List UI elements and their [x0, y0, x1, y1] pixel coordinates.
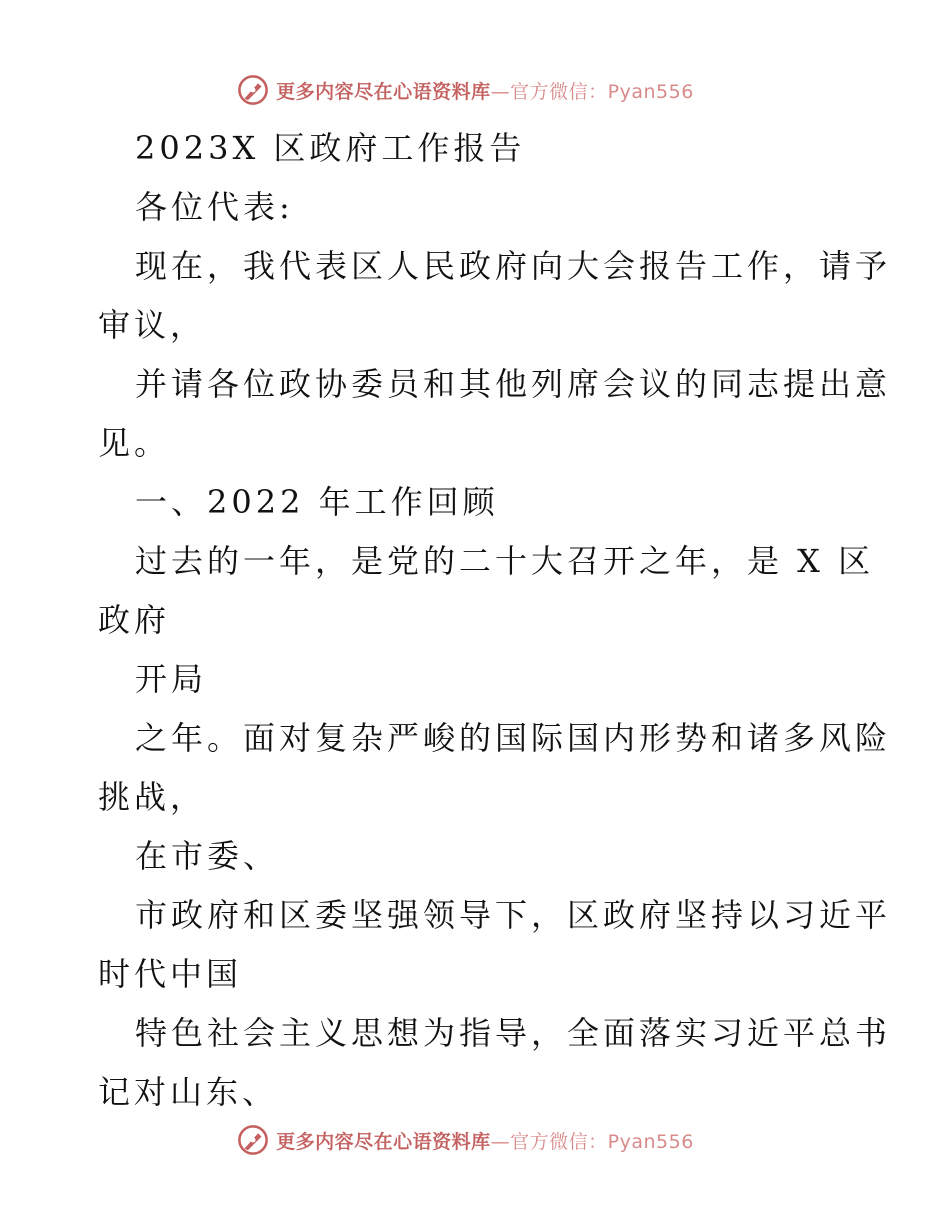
watermark-group: [236, 73, 694, 107]
paragraph-line: 记对山东、: [98, 1073, 279, 1111]
paragraph-line: 在市委、: [135, 837, 280, 875]
salutation: 各位代表:: [135, 188, 294, 226]
watermark-group: [236, 1123, 694, 1157]
watermark-text-bold: 更多内容尽在心语资料库: [276, 1130, 491, 1153]
paragraph-line: 政府: [98, 601, 171, 639]
paragraph-line: 审议，: [98, 306, 207, 344]
section-heading: 一、2022 年工作回顾: [135, 483, 499, 521]
paragraph-line: 特色社会主义思想为指导，全面落实习近平总书: [135, 1014, 892, 1052]
watermark-text: [276, 77, 694, 104]
paragraph-line: 并请各位政协委员和其他列席会议的同志提出意: [135, 365, 892, 403]
pen-logo-icon: [236, 73, 270, 107]
paragraph-line: 现在，我代表区人民政府向大会报告工作，请予: [135, 247, 892, 285]
paragraph-line: 市政府和区委坚强领导下，区政府坚持以习近平: [135, 896, 892, 934]
pen-logo-icon: [236, 1123, 270, 1157]
footer-watermark: [0, 1120, 950, 1160]
paragraph-line: 时代中国: [98, 955, 243, 993]
watermark-text: [276, 1127, 694, 1154]
paragraph-line: 开局: [135, 660, 208, 698]
watermark-text-bold: 更多内容尽在心语资料库: [276, 80, 491, 103]
watermark-text-rest: —官方微信：Pyan556: [490, 80, 694, 103]
watermark-text-rest: —官方微信：Pyan556: [490, 1130, 694, 1153]
paragraph-line: 见。: [98, 424, 171, 462]
paragraph-line: 挑战，: [98, 778, 207, 816]
paragraph-line: 之年。面对复杂严峻的国际国内形势和诸多风险: [135, 719, 892, 757]
paragraph-line: 过去的一年，是党的二十大召开之年，是 X 区: [135, 542, 875, 580]
document-title: 2023X 区政府工作报告: [135, 129, 526, 167]
header-watermark: [0, 70, 950, 110]
